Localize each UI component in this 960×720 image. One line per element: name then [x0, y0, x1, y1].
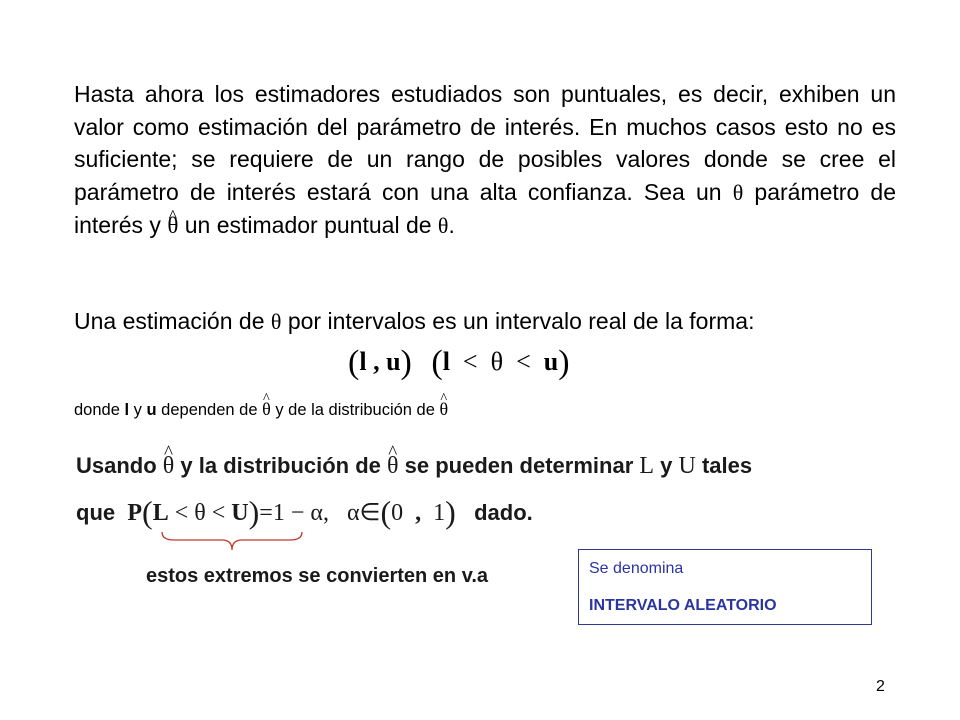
theta-hat-symbol: ^ θ	[163, 453, 175, 480]
probability-formula: P(L < θ < U)=1 − α, α∈(0 , 1)	[127, 494, 456, 530]
box-term: INTERVALO ALEATORIO	[589, 597, 777, 614]
theta-symbol: θ	[270, 309, 282, 334]
intro-paragraph: Hasta ahora los estimadores estudiados son puntuales, es decir, exhiben un valor como estimación del parámetro de interés. En muchos casos esto no es suficiente; se requiere de un rango de posibles valores donde se cree el parámetro de interés estará con una alta confianza. Sea un θ parámetro de interés y ^ θ un estimador puntual de θ.	[74, 78, 896, 243]
theta-symbol: θ	[732, 179, 744, 205]
theta-hat-symbol: ^ θ	[167, 210, 178, 243]
interval-formula: (l , u) (l < θ < u)	[348, 344, 570, 381]
theta-symbol: θ	[437, 213, 449, 238]
theta-hat-symbol: ^ θ	[387, 453, 399, 480]
probability-line: que P(L < θ < U)=1 − α, α∈(0 , 1) dado.	[76, 494, 533, 530]
theta-hat-symbol: ^ θ	[262, 399, 271, 420]
dependence-line: donde l y u dependen de ^ θ y de la distribución de ^ θ	[74, 399, 448, 420]
usando-line: Usando ^ θ y la distribución de ^ θ se pueden determinar L y U tales	[76, 453, 896, 480]
definition-paragraph: Una estimación de θ por intervalos es un intervalo real de la forma:	[74, 308, 755, 334]
curly-brace-icon	[160, 530, 305, 554]
random-interval-box	[578, 549, 872, 625]
extremes-note: estos extremos se convierten en v.a	[146, 565, 489, 587]
box-caption: Se denomina	[589, 560, 684, 577]
page-number: 2	[876, 678, 885, 695]
theta-hat-symbol: ^ θ	[440, 399, 449, 420]
